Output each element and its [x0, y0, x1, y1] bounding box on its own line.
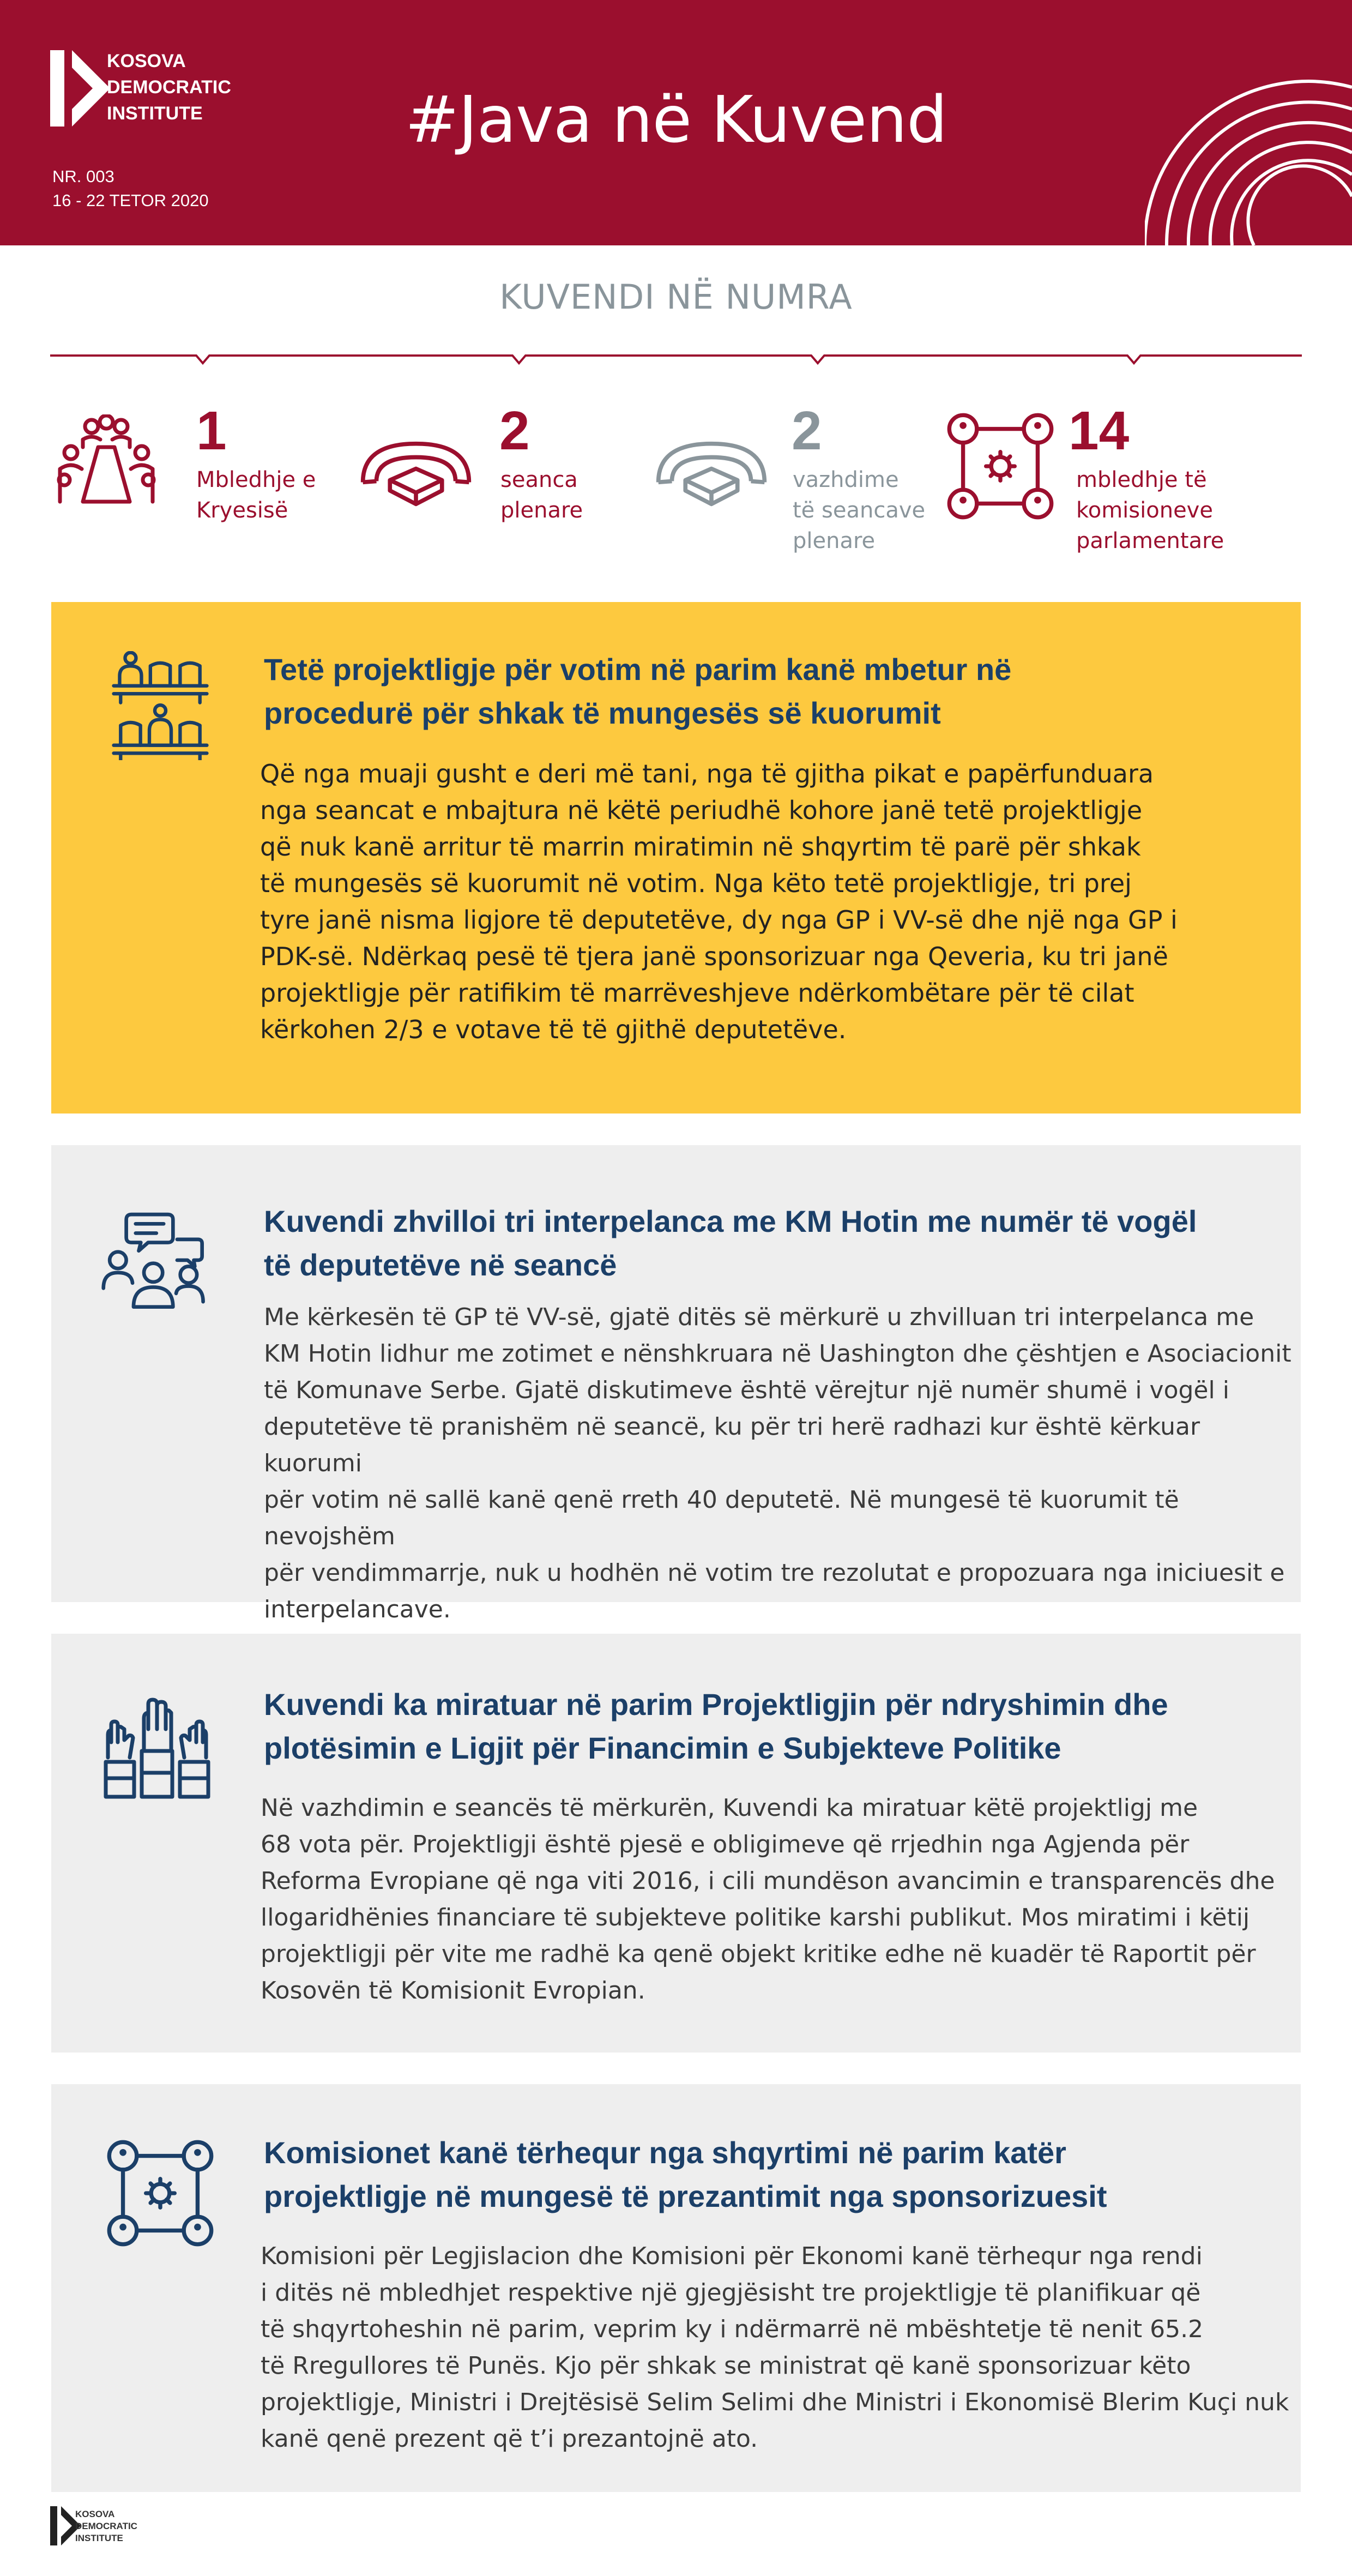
- news-card-quorum: [51, 602, 1301, 1114]
- numbers-heading: KUVENDI NË NUMRA: [499, 277, 853, 317]
- body-line: Kosovën të Komisionit Evropian.: [261, 1977, 645, 2005]
- stat-label-line: plenare: [500, 498, 583, 523]
- body-line: të shqyrtoheshin në parim, veprim ky i ndërmarrë në mbështetje të nenit 65.2: [261, 2315, 1204, 2343]
- body-line: projektligje për ratifikim të marrëveshjeve ndërkombëtare për të cilat: [260, 978, 1134, 1008]
- body-line: nga seancat e mbajtura në këtë periudhë kohore janë tetë projektligje: [260, 796, 1143, 825]
- committee-network-icon: [943, 412, 1058, 521]
- card-title: [264, 648, 1011, 735]
- org-name-line2: DEMOCRATIC: [107, 77, 231, 98]
- stat-value-plenary: 2: [499, 400, 530, 461]
- body-line: Që nga muaji gusht e deri më tani, nga të gjitha pikat e papërfunduara: [260, 759, 1154, 789]
- stat-label-plenary: [500, 465, 583, 526]
- card-title-line: Komisionet kanë tërhequr nga shqyrtimi në parim katër: [264, 2135, 1066, 2170]
- card-title-line: procedurë për shkak të mungesës së kuorumit: [264, 696, 941, 730]
- plenary-hall-icon: [359, 420, 473, 529]
- body-line: Reforma Evropiane që nga viti 2016, i cili mundëson avancimin e transparencës dhe: [261, 1867, 1275, 1895]
- stat-label-line: vazhdime: [793, 467, 899, 492]
- card-body: [261, 2238, 1289, 2457]
- seats-audience-icon: [106, 651, 215, 760]
- raised-hands-vote-icon: [102, 1694, 212, 1803]
- body-line: PDK-së. Ndërkaq pesë të tjera janë sponsorizuar nga Qeveria, ku tri janë: [260, 942, 1168, 971]
- body-line: të Rregullores të Punës. Kjo për shkak se ministrat që kanë sponsorizuar këto: [261, 2352, 1191, 2380]
- stat-label-committees: [1076, 465, 1224, 556]
- body-line: llogaridhënies financiare të subjekteve politike karshi publikut. Mos miratimi i këtij: [261, 1904, 1250, 1931]
- body-line: 68 vota për. Projektligji është pjesë e obligimeve që rrjedhin nga Agjenda për: [261, 1831, 1190, 1858]
- meeting-table-icon: [49, 414, 164, 523]
- body-line: Në vazhdimin e seancës të mërkurën, Kuvendi ka miratuar këtë projektligj me: [261, 1794, 1198, 1822]
- body-line: i ditës në mbledhjet respektive një gjegjësisht tre projektligje të planifikuar që: [261, 2279, 1201, 2307]
- body-line: të Komunave Serbe. Gjatë diskutimeve është vërejtur një numër shumë i vogël i: [264, 1376, 1229, 1404]
- page-title: #Java në Kuvend: [405, 82, 947, 157]
- card-body: [261, 1790, 1275, 2009]
- issue-number: NR. 003: [52, 167, 114, 186]
- card-title-line: Kuvendi zhvilloi tri interpelanca me KM Hotin me numër të vogël: [264, 1204, 1197, 1238]
- card-title-line: projektligje në mungesë të prezantimit nga sponsorizuesit: [264, 2179, 1107, 2213]
- card-title-line: Tetë projektligje për votim në parim kanë mbetur në: [264, 652, 1012, 687]
- date-range: 16 - 22 TETOR 2020: [52, 191, 209, 210]
- footer-org-name: [75, 2508, 137, 2544]
- body-line: Me kërkesën të GP të VV-së, gjatë ditës së mërkurë u zhvilluan tri interpelanca me: [264, 1303, 1254, 1331]
- body-line: për vendimmarrje, nuk u hodhën në votim tre rezolutat e propozuara nga iniciuesit e: [264, 1559, 1285, 1587]
- body-line: për votim në sallë kanë qenë rreth 40 deputetë. Në mungesë të kuorumit të nevojshëm: [264, 1486, 1179, 1550]
- stat-label-line: Mbledhje e: [196, 467, 316, 492]
- body-line: Komisioni për Legjislacion dhe Komisioni për Ekonomi kanë tërhequr nga rendi: [261, 2242, 1203, 2270]
- card-title-line: të deputetëve në seancë: [264, 1248, 617, 1282]
- org-name-line3: INSTITUTE: [107, 103, 203, 124]
- stat-label-line: plenare: [793, 528, 876, 553]
- stat-value-continuations: 2: [792, 400, 822, 461]
- footer-org-line3: INSTITUTE: [75, 2533, 123, 2543]
- body-line: që nuk kanë arritur të marrin miratimin në shqyrtim të parë për shkak: [260, 832, 1141, 862]
- body-line: projektligji për vite me radhë ka qenë objekt kritike edhe në kuadër të Raportit për: [261, 1940, 1256, 1968]
- header-banner: [0, 0, 1352, 245]
- body-line: KM Hotin lidhur me zotimet e nënshkruara në Uashington dhe çështjen e Asociacionit: [264, 1340, 1291, 1368]
- stat-label-line: Kryesisë: [196, 498, 288, 523]
- footer-org-line2: DEMOCRATIC: [75, 2521, 137, 2531]
- body-line: kërkohen 2/3 e votave të të gjithë deputetëve.: [260, 1015, 847, 1044]
- news-card-party-financing: [51, 1634, 1301, 2053]
- card-title: [264, 2131, 1107, 2218]
- body-line: tyre janë nisma ligjore të deputetëve, dy nga GP i VV-së dhe një nga GP i: [260, 905, 1178, 935]
- card-title-line: Kuvendi ka miratuar në parim Projektligjin për ndryshimin dhe: [264, 1687, 1168, 1722]
- stat-label-line: seanca: [500, 467, 578, 492]
- parliament-arcs-icon: [1145, 44, 1352, 245]
- stat-label-line: parlamentare: [1076, 528, 1224, 553]
- body-line: projektligje, Ministri i Drejtësisë Selim Selimi dhe Ministri i Ekonomisë Blerim Kuçi nuk: [261, 2388, 1289, 2416]
- stat-label-line: të seancave: [793, 498, 926, 523]
- body-line: deputetëve të pranishëm në seancë, ku për tri herë radhazi kur është kërkuar kuorumi: [264, 1413, 1200, 1477]
- stat-label-presidency: [196, 465, 316, 526]
- footer-org-line1: KOSOVA: [75, 2509, 115, 2519]
- card-title-line: plotësimin e Ligjit për Financimin e Subjekteve Politike: [264, 1731, 1061, 1765]
- org-name-line1: KOSOVA: [107, 51, 186, 71]
- plenary-hall-grey-icon: [654, 420, 769, 529]
- body-line: interpelancave.: [264, 1596, 451, 1623]
- news-card-interpellations: [51, 1145, 1301, 1623]
- body-line: të mungesës së kuorumit në votim. Nga këto tetë projektligje, tri prej: [260, 869, 1132, 898]
- card-title: [264, 1683, 1168, 1770]
- section-divider: [50, 349, 1302, 369]
- card-title: [264, 1200, 1197, 1287]
- stat-label-line: mbledhje të: [1076, 467, 1207, 492]
- stat-value-presidency: 1: [196, 400, 227, 461]
- stat-label-continuations: [793, 465, 925, 556]
- news-card-committees: [51, 2084, 1301, 2492]
- body-line: kanë qenë prezent që t’i prezantojnë ato.: [261, 2425, 758, 2453]
- card-body: [264, 1299, 1301, 1628]
- committee-network-blue-icon: [106, 2139, 215, 2248]
- issue-info: [52, 165, 209, 213]
- discussion-people-icon: [100, 1205, 209, 1314]
- card-body: [260, 756, 1178, 1048]
- stat-value-committees: 14: [1069, 400, 1130, 461]
- stat-label-line: komisioneve: [1076, 498, 1213, 523]
